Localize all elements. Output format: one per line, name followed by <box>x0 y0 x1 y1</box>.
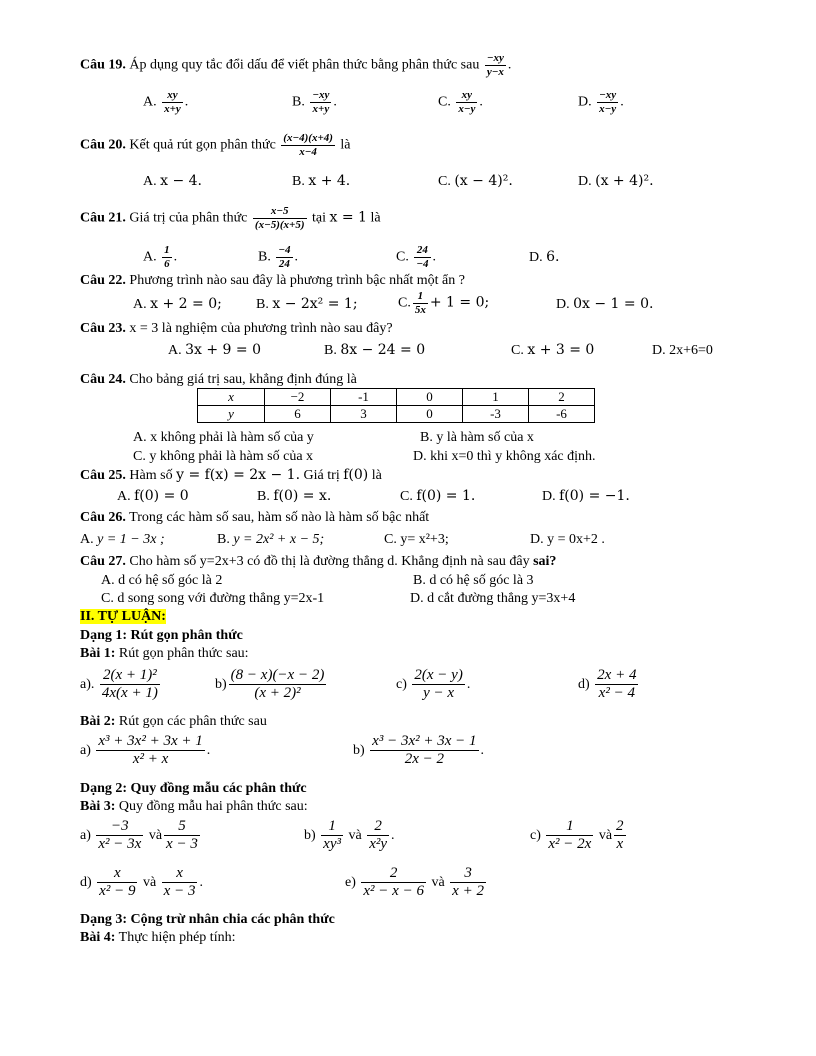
q21-option-a: A. $\frac{1}{6}$ . <box>143 244 178 270</box>
bai3-item-a: a) $\frac{-3}{\text{x² − 3x}}$ và $\frac{5}{x - 3}$ <box>80 818 198 853</box>
q26-option-c: C. y= x²+3; <box>384 532 449 547</box>
q24-option-a: A. x không phải là hàm số của y <box>133 430 314 445</box>
dang2-heading: Dạng 2: Quy đồng mẫu các phân thức <box>80 781 307 796</box>
dang1-heading: Dạng 1: Rút gọn phân thức <box>80 628 243 643</box>
q19-option-b: B. $\frac{-xy}{x+y}$ . <box>292 89 337 115</box>
q19-label: Câu 19. <box>80 57 126 73</box>
bai3-item-d: d) $\frac{x}{\text{x² − 9}}$ và $\frac{x}{x - 3}$ . <box>80 865 203 900</box>
q24-option-b: B. y là hàm số của x <box>420 430 534 445</box>
q27-line: Câu 27. Cho hàm số y=2x+3 có đồ thị là đường thẳng d. Khẳng định nà sau đây sai? <box>80 554 557 569</box>
q26-line: Câu 26. Trong các hàm số sau, hàm số nào là hàm số bậc nhất <box>80 510 430 525</box>
q21-fraction: $\frac{x-5}{(x-5)(x+5)}$ <box>254 205 305 231</box>
q20-option-c: C. (x − 4)². <box>438 173 513 189</box>
q26-option-b: B. y = 2x² + x − 5; <box>217 532 325 547</box>
bai3-item-b: b) $\frac{1}{\text{xy³}}$ và $\frac{2}{\text{x²y}}$ . <box>304 818 395 853</box>
q19-fraction: $\frac{-xy}{y-x}$ <box>486 52 504 78</box>
bai3-item-c: c) $\frac{1}{\text{x² − 2x}}$ và $\frac{2}{x}$ <box>530 818 624 853</box>
q27-option-c: C. d song song với đường thẳng y=2x-1 <box>101 591 325 606</box>
bai1-item-b: b) $\frac{(8 - x)(-x - 2)}{\text{(x + 2)²}}$ <box>215 667 325 702</box>
q23-option-b: B. 8x − 24 = 0 <box>324 342 426 358</box>
bai1-item-c: c) $\frac{2(x - y)}{y - x}$ . <box>396 667 471 702</box>
q19-option-d: D. $\frac{-xy}{x-y}$ . <box>578 89 624 115</box>
q20-fraction: $\frac{(x-4)(x+4)}{x-4}$ <box>283 132 333 158</box>
q27-option-d: D. d cắt đường thẳng y=3x+4 <box>410 591 576 606</box>
bai4-title: Bài 4: Thực hiện phép tính: <box>80 930 236 945</box>
q25-option-d: D. f(0) = −1. <box>542 488 630 504</box>
table-row: x −2 -1 0 1 2 <box>198 389 595 406</box>
q24-option-c: C. y không phải là hàm số của x <box>133 449 314 464</box>
q23-option-a: A. 3x + 9 = 0 <box>168 342 262 358</box>
bai3-title: Bài 3: Quy đồng mẫu hai phân thức sau: <box>80 799 308 814</box>
q22-option-b: B. x − 2x² = 1; <box>256 296 358 312</box>
bai1-item-d: d) $\frac{2x + 4}{\text{x² − 4}}$ <box>578 667 637 702</box>
q22-option-c: C. $\frac{1}{5x}$ + 1 = 0; <box>398 290 490 316</box>
bai3-item-e: e) $\frac{2}{\text{x² − x − 6}}$ và $\frac{3}{x + 2}$ <box>345 865 484 900</box>
q19-option-c: C. $\frac{xy}{x-y}$ . <box>438 89 483 115</box>
q23-option-c: C. x + 3 = 0 <box>511 342 595 358</box>
q27-option-b: B. d có hệ số góc là 3 <box>413 573 534 588</box>
dang3-heading: Dạng 3: Cộng trừ nhân chia các phân thức <box>80 912 335 927</box>
q21-option-d: D. 6. <box>529 249 560 265</box>
value-table <box>197 388 595 423</box>
q26-option-a: A. y = 1 − 3x ; <box>80 532 165 547</box>
q22-option-d: D. 0x − 1 = 0. <box>556 296 654 312</box>
q21-line: Câu 21. Giá trị của phân thức $\frac{x-5}{(x-5)(x+5)}$ tại x = 1 là <box>80 205 381 231</box>
q23-option-d: D. 2x+6=0 <box>652 343 713 358</box>
q20-line: Câu 20. Kết quả rút gọn phân thức $\frac{(x-4)(x+4)}{x-4}$ là <box>80 132 351 158</box>
bai2-item-a: a) $\frac{\text{x³ + 3x² + 3x + 1}}{\text{x² + x}}$ . <box>80 733 211 768</box>
q25-line: Câu 25. Hàm số y = f(x) = 2x − 1. Giá trị f(0) là <box>80 467 382 483</box>
q22-line: Câu 22. Phương trình nào sau đây là phương trình bậc nhất một ẩn ? <box>80 273 465 288</box>
q19-line: Câu 19. Áp dụng quy tắc đổi dấu để viết phân thức bằng phân thức sau $\frac{-xy}{y-x}$ . <box>80 52 512 78</box>
bai2-title: Bài 2: Rút gọn các phân thức sau <box>80 714 267 729</box>
q24-option-d: D. khi x=0 thì y không xác định. <box>413 449 596 464</box>
q20-option-b: B. x + 4. <box>292 173 351 189</box>
q19-option-a: A. $\frac{xy}{x+y}$ . <box>143 89 189 115</box>
bai2-item-b: b) $\frac{\text{x³ − 3x² + 3x − 1}}{2x - 2}$ . <box>353 733 485 768</box>
q27-option-a: A. d có hệ số góc là 2 <box>101 573 223 588</box>
q25-option-a: A. f(0) = 0 <box>117 488 189 504</box>
q21-option-c: C. $\frac{24}{-4}$ . <box>396 244 437 270</box>
q24-line: Câu 24. Cho bảng giá trị sau, khẳng định đúng là <box>80 372 357 387</box>
q21-option-b: B. $\frac{-4}{24}$ . <box>258 244 299 270</box>
q25-option-c: C. f(0) = 1. <box>400 488 476 504</box>
section-heading: II. TỰ LUẬN: <box>80 609 166 624</box>
q20-option-a: A. x − 4. <box>143 173 203 189</box>
bai1-item-a: a). $\frac{\text{2(x + 1)²}}{4x(x + 1)}$ <box>80 667 158 702</box>
table-row: y 6 3 0 -3 -6 <box>198 406 595 423</box>
q20-option-d: D. (x + 4)². <box>578 173 654 189</box>
q26-option-d: D. y = 0x+2 . <box>530 532 605 547</box>
q22-option-a: A. x + 2 = 0; <box>133 296 222 312</box>
q25-option-b: B. f(0) = x. <box>257 488 332 504</box>
q23-line: Câu 23. x = 3 là nghiệm của phương trình nào sau đây? <box>80 321 393 336</box>
q19-text: Áp dụng quy tắc đổi dấu để viết phân thức bằng phân thức sau <box>129 57 480 73</box>
bai1-title: Bài 1: Rút gọn phân thức sau: <box>80 646 249 661</box>
